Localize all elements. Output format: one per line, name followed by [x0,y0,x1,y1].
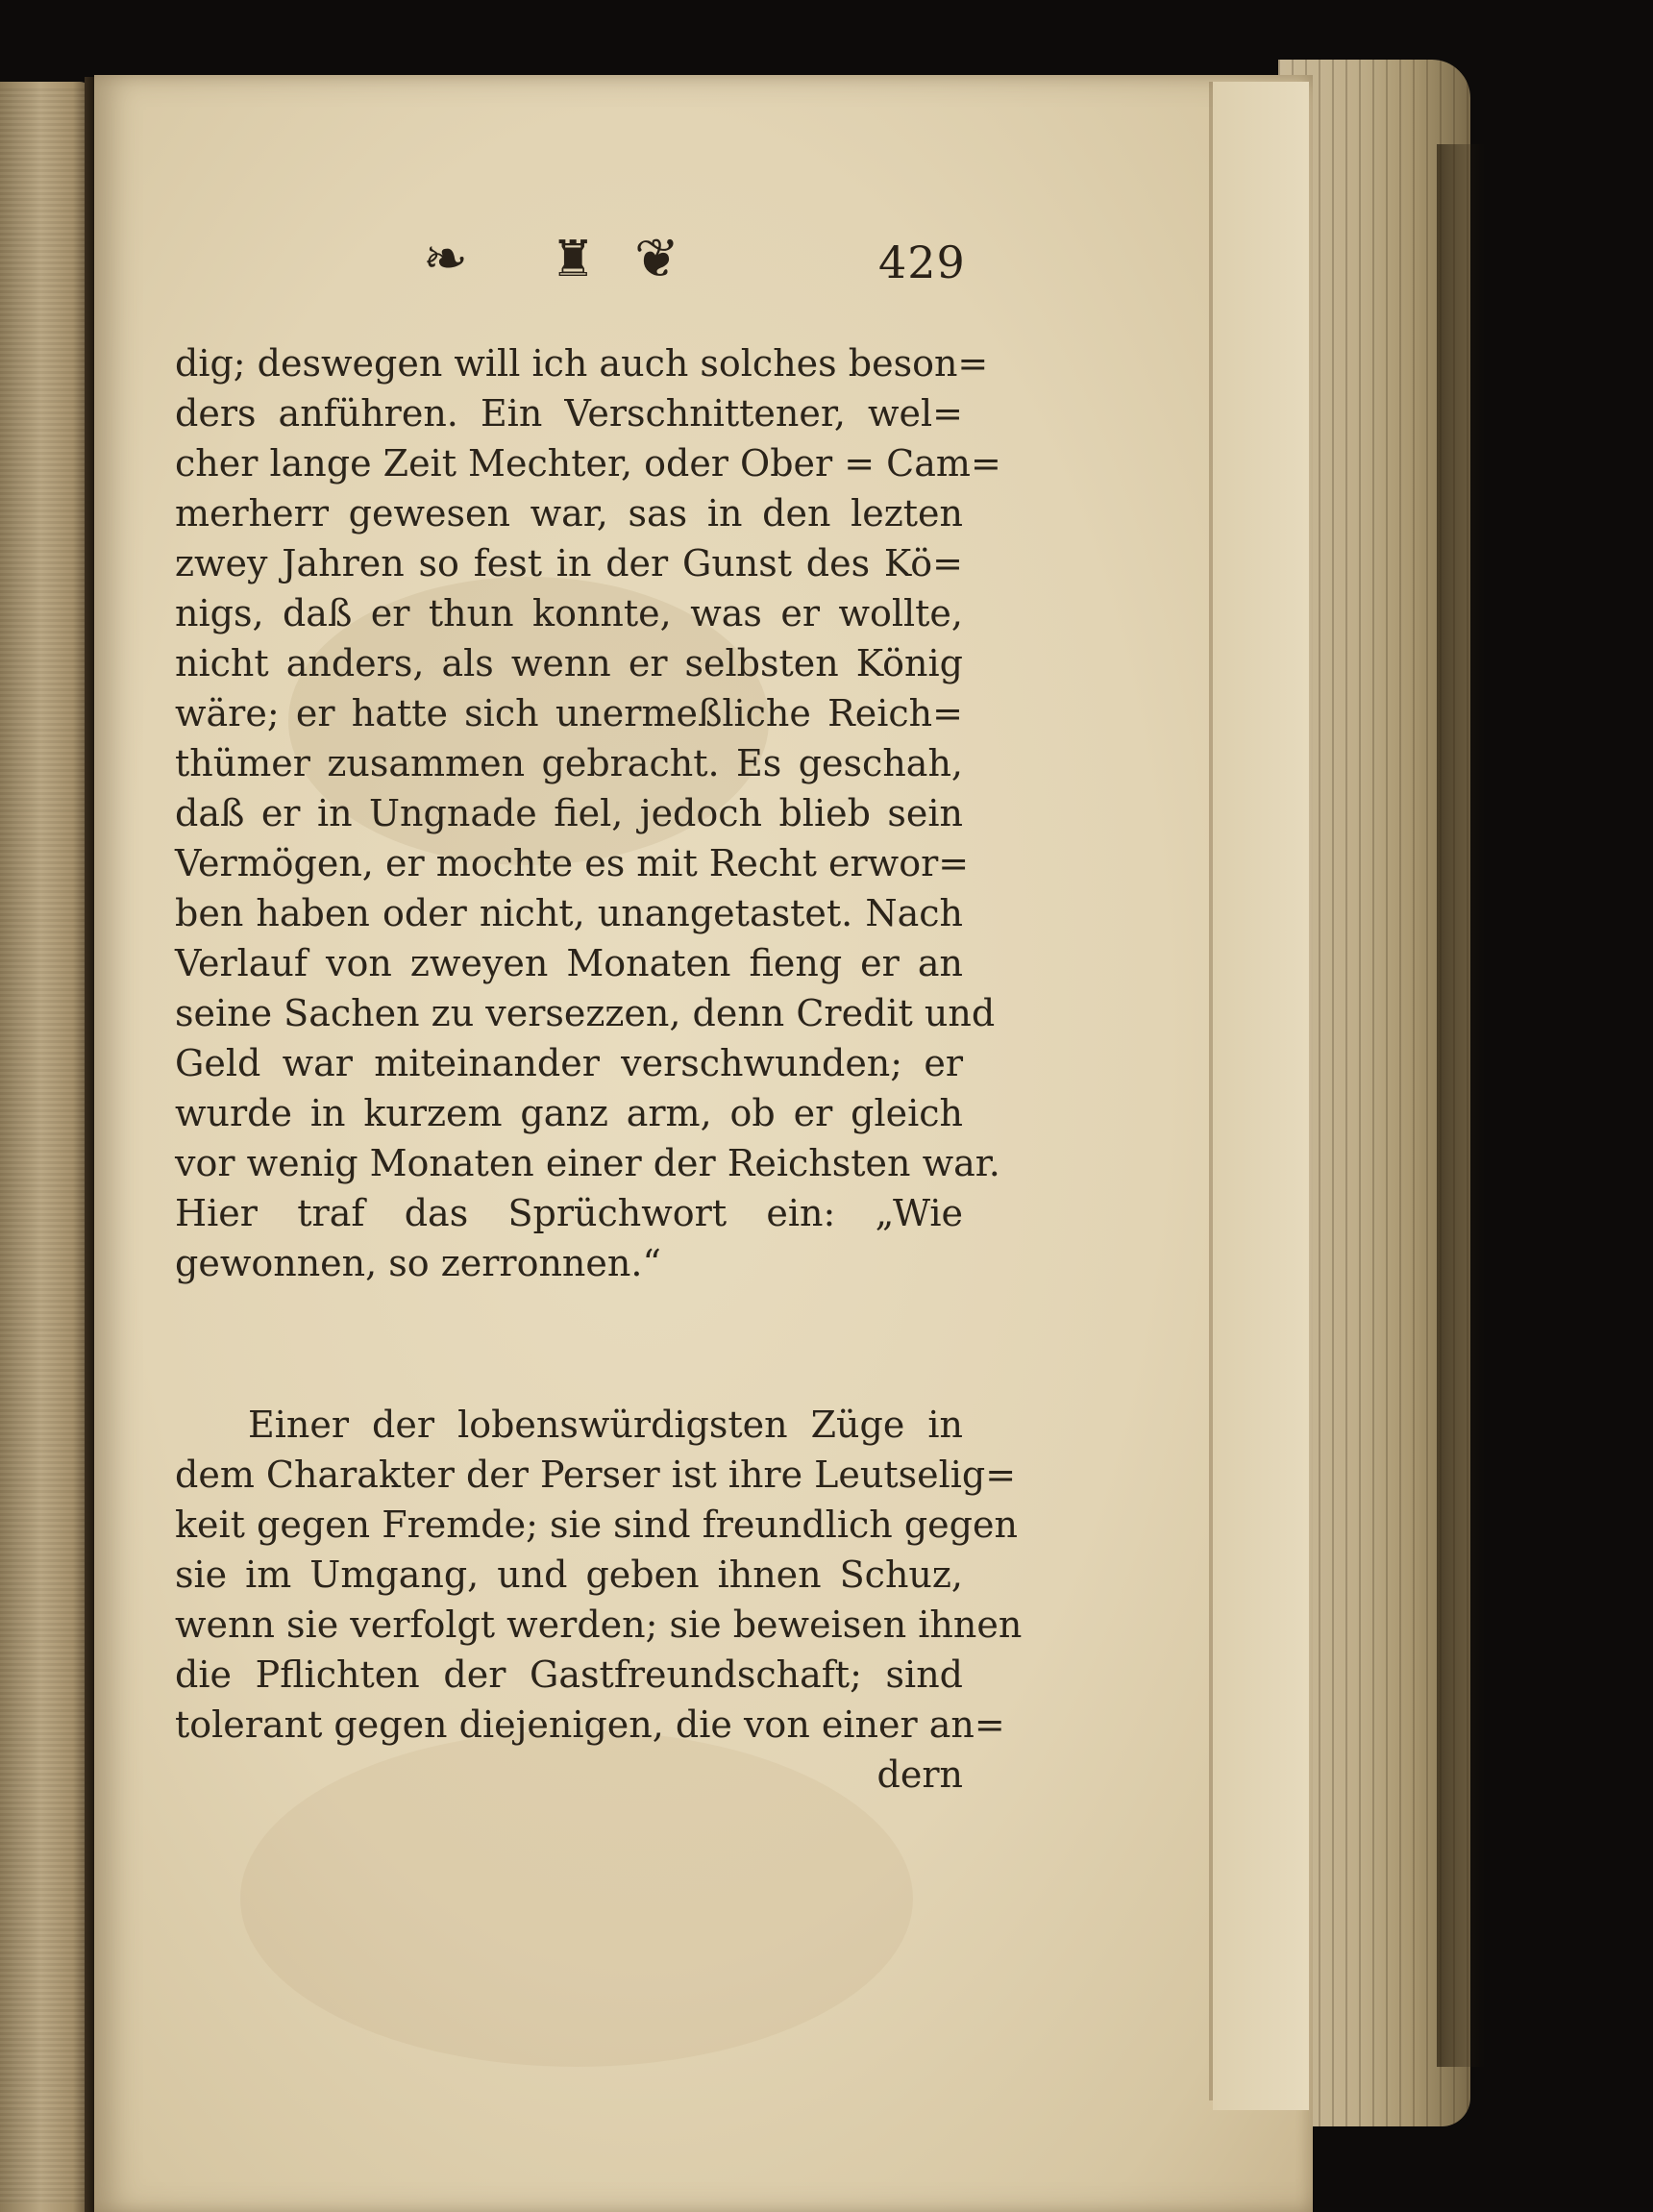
text-line: Geld war miteinander verschwunden; er [175,1042,963,1084]
catchword: dern [876,1753,963,1796]
left-page-texture [0,88,86,2203]
text-line: ben haben oder nicht, unangetastet. Nach [175,892,963,934]
text-line: nigs, daß er thun konnte, was er wollte, [175,592,963,634]
text-line: Vermögen, er mochte es mit Recht erwor= [175,842,970,884]
text-line: zwey Jahren so fest in der Gunst des Kö= [175,542,963,584]
ornament-center-icon: ♜ [551,231,596,288]
text-line: daß er in Ungnade fiel, jedoch blieb sein [175,792,963,834]
page-block-shadow [1437,144,1485,2067]
paragraph-2 [175,1400,1023,1800]
page-number: 429 [878,236,966,288]
text-line: die Pflichten der Gastfreundschaft; sind [175,1653,963,1696]
text-line: seine Sachen zu versezzen, denn Credit und [175,992,996,1034]
text-line: dem Charakter der Perser ist ihre Leutselig= [175,1454,1017,1496]
text-line: tolerant gegen diejenigen, die von einer an= [175,1703,1005,1746]
text-line: Einer der lobenswürdigsten Züge in [248,1404,963,1446]
text-line: wenn sie verfolgt werden; sie beweisen ihnen [175,1603,1023,1646]
text-line: cher lange Zeit Mechter, oder Ober = Cam= [175,442,1001,485]
text-line: merherr gewesen war, sas in den lezten [175,492,963,534]
text-line: wäre; er hatte sich unermeßliche Reich= [175,692,963,734]
paragraph-1 [175,338,1001,1288]
text-line: ders anführen. Ein Verschnittener, wel= [175,392,963,435]
page-header [0,229,1653,306]
text-line: Verlauf von zweyen Monaten fieng er an [175,942,963,984]
ornament-left-icon: ❧ [423,228,468,290]
text-line: gewonnen, so zerronnen.“ [175,1242,661,1284]
text-line: sie im Umgang, und geben ihnen Schuz, [175,1553,963,1596]
text-line: thümer zusammen gebracht. Es geschah, [175,742,963,784]
text-line: nicht anders, als wenn er selbsten König [175,642,963,684]
text-line: keit gegen Fremde; sie sind freundlich gegen [175,1504,1018,1546]
text-line: vor wenig Monaten einer der Reichsten war. [175,1142,1000,1184]
ornament-right-icon: ❦ [634,228,679,290]
text-line: dig; deswegen will ich auch solches beson= [175,342,989,385]
page-fold-line [1209,82,1213,2100]
text-line: wurde in kurzem ganz arm, ob er gleich [175,1092,963,1134]
page-margin-panel [1213,82,1309,2110]
text-line: Hier traf das Sprüchwort ein: „Wie [175,1192,963,1234]
